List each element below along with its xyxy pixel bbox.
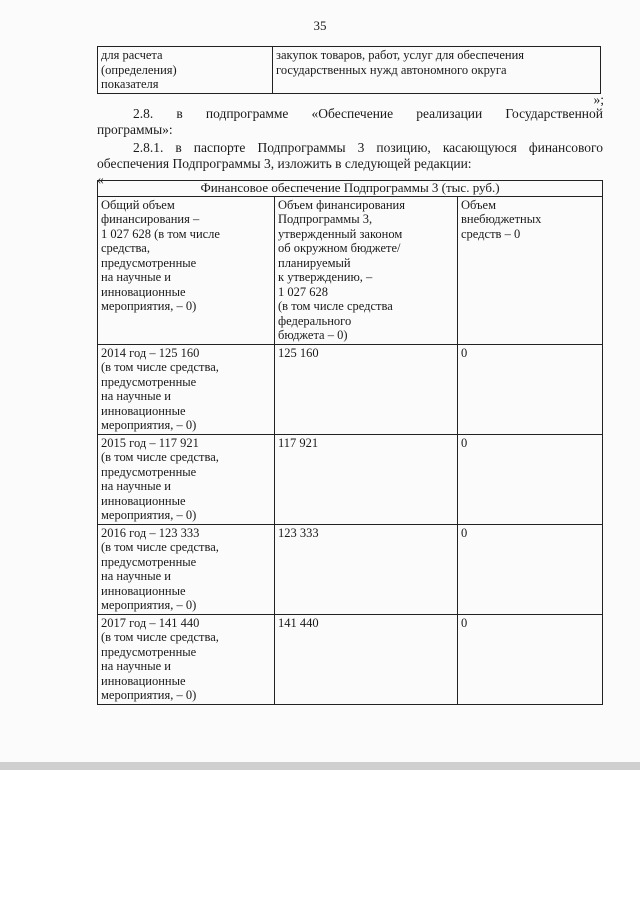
table-title-row: [98, 181, 603, 197]
table-row: [98, 614, 603, 704]
table-cell-indicator: для расчета (определения) показателя: [98, 47, 273, 94]
page-edge-shadow: [0, 762, 640, 770]
budget-cell: 117 921: [275, 434, 458, 524]
header-extra-budget: Объем внебюджетных средств – 0: [458, 196, 603, 344]
extra-budget-cell: 0: [458, 434, 603, 524]
closing-quote-mark: »;: [593, 92, 604, 107]
table-row: [98, 434, 603, 524]
paragraph-2-8-1-line2: обеспечения Подпрограммы 3, изложить в следующей редакции:: [97, 156, 472, 171]
extra-budget-cell: 0: [458, 524, 603, 614]
top-table-fragment: [97, 46, 601, 94]
budget-cell: 123 333: [275, 524, 458, 614]
budget-cell: 125 160: [275, 344, 458, 434]
year-cell: 2017 год – 141 440 (в том числе средства, предусмотренные на научные и инновационные мероприятия, – 0): [98, 614, 275, 704]
financing-table: [97, 180, 603, 705]
year-cell: 2015 год – 117 921 (в том числе средства, предусмотренные на научные и инновационные мероприятия, – 0): [98, 434, 275, 524]
paragraph-2-8-line1: 2.8. в подпрограмме «Обеспечение реализации Государственной: [133, 106, 603, 121]
page-number: 35: [313, 18, 327, 33]
paragraph-2-8-1-line1: 2.8.1. в паспорте Подпрограммы 3 позицию, касающуюся финансового: [133, 140, 603, 155]
paragraph-2-8-line2: программы»:: [97, 122, 173, 137]
extra-budget-cell: 0: [458, 614, 603, 704]
year-cell: 2014 год – 125 160 (в том числе средства, предусмотренные на научные и инновационные мероприятия, – 0): [98, 344, 275, 434]
header-total-financing: Общий объем финансирования – 1 027 628 (в том числе средства, предусмотренные на научные и инновационные мероприятия, – 0): [98, 196, 275, 344]
budget-cell: 141 440: [275, 614, 458, 704]
extra-budget-cell: 0: [458, 344, 603, 434]
header-budget-financing: Объем финансирования Подпрограммы 3, утвержденный законом об окружном бюджете/ планируемый к утверждению, – 1 027 628 (в том числе средства федерального бюджета – 0): [275, 196, 458, 344]
year-cell: 2016 год – 123 333 (в том числе средства, предусмотренные на научные и инновационные мероприятия, – 0): [98, 524, 275, 614]
table-row: [98, 524, 603, 614]
table-row: [98, 47, 601, 94]
table-title: Финансовое обеспечение Подпрограммы 3 (тыс. руб.): [98, 181, 603, 197]
table-row: [98, 344, 603, 434]
opening-quote-mark: «: [97, 172, 104, 187]
table-header-row: [98, 196, 603, 344]
table-cell-description: закупок товаров, работ, услуг для обеспечения государственных нужд автономного округа: [273, 47, 601, 94]
